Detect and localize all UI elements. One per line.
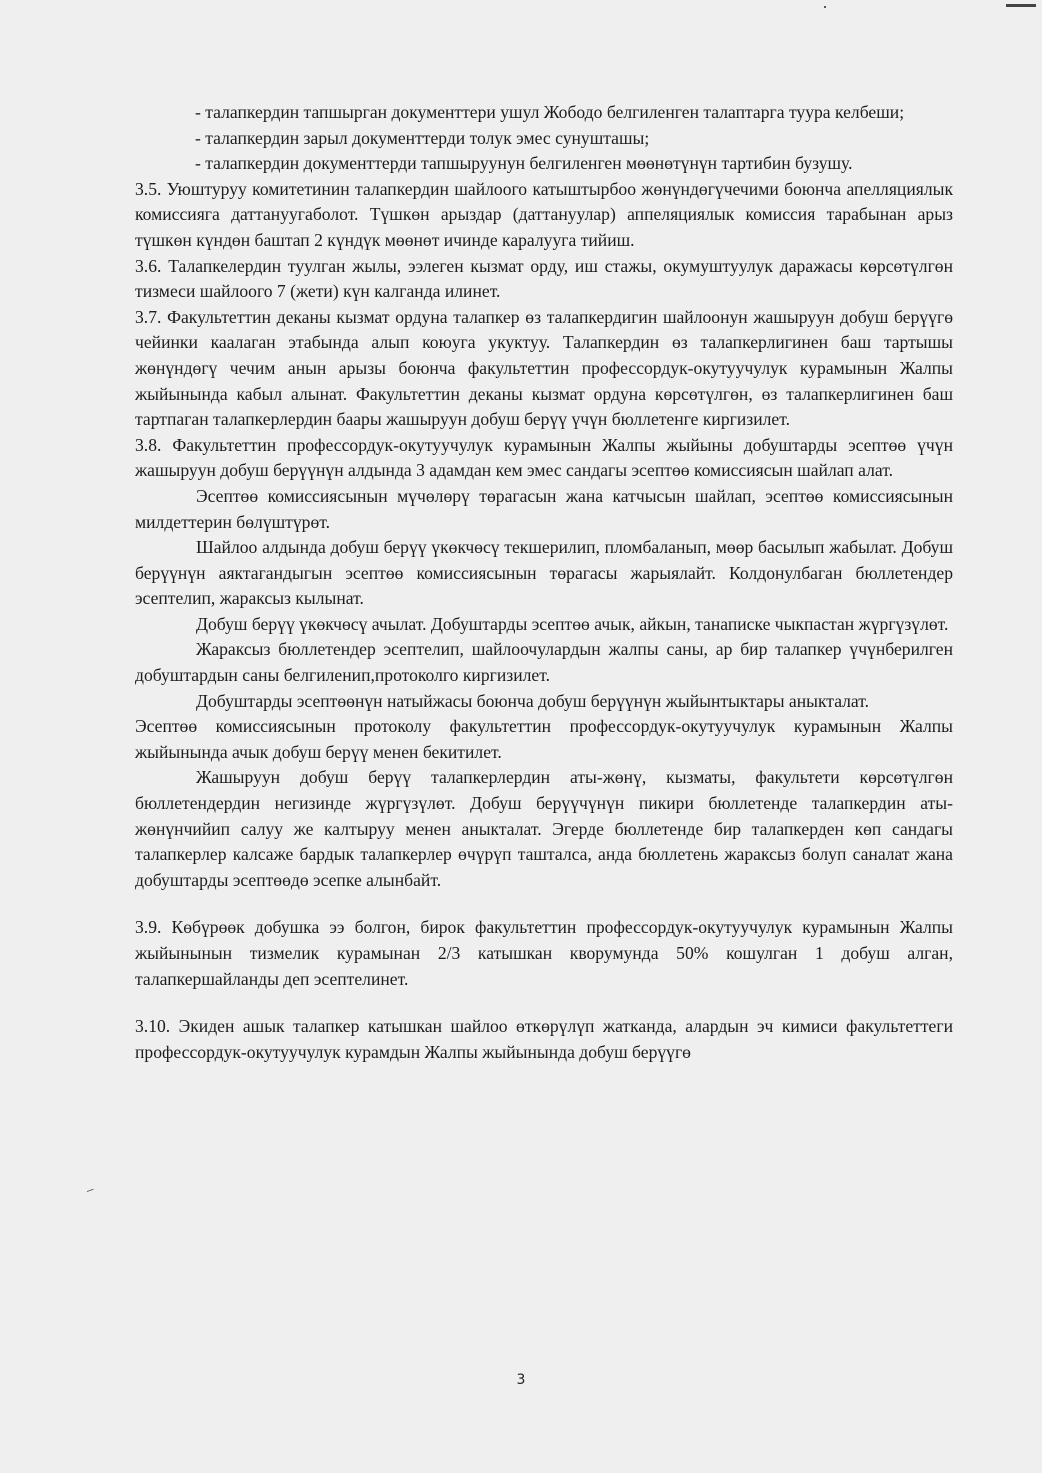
paragraph-3-7: 3.7. Факультеттин деканы кызмат ордуна талапкер өз талапкердигин шайлоонун жашыруун добуш берүүгө чейинки каалаган этабында алып коюуга укуктуу. Талапкердин өз талапкерлигинен баш тартышы жөнүндөгү чечим анын арызы боюнча факультеттин профессордук-окутуучулук курамынын Жалпы жыйынында кабыл алынат. Факультеттин деканы кызмат ордуна көрсөтүлгөн, өз талапкерлигинен баш тартпаган талапкерлердин баары жашыруун добуш берүү үчүн бюллетенге киргизилет.: [135, 306, 953, 430]
paragraph: Шайлоо алдында добуш берүү үкөкчөсү текшерилип, пломбаланып, мөөр басылып жабылат. Добуш берүүнүн аяктагандыгын эсептөө комиссиясынын төрагасы жарыялайт. Колдонулбаган бюллетендер эсептелип, жараксыз кылынат.: [135, 537, 953, 609]
scan-edge-mark: [1006, 4, 1036, 7]
paragraph-3-10: 3.10. Экиден ашык талапкер катышкан шайлоо өткөрүлүп жатканда, алардын эч кимиси факультеттеги профессордук-окутуучулук курамдын Жалпы жыйынында добуш берүүгө: [135, 1016, 953, 1062]
paragraph: Жашыруун добуш берүү талапкерлердин аты-жөнү, кызматы, факультети көрсөтүлгөн бюллетендердин негизинде жүргүзүлөт. Добуш берүүчүнүн пикири бюллетенде талапкердин аты-жөнүнчийип салуу же калтыруу менен аныкталат. Эгерде бюллетенде бир талапкерден көп сандагы талапкерлер калсаже бардык талапкерлер өчүрүп ташталса, анда бюллетень жараксыз болуп саналат жана добуштарды эсептөөдө эсепке алынбайт.: [135, 767, 953, 890]
bullet-item: - талапкердин документтерди тапшыруунун белгиленген мөөнөтүнүн тартибин бузушу.: [195, 153, 853, 174]
paragraph: Жараксыз бюллетендер эсептелип, шайлоочулардын жалпы саны, ар бир талапкер үчүнберилген добуштардын саны белгиленип,протоколго киргизилет.: [135, 639, 953, 686]
bullet-item: - талапкердин тапшырган документтери ушул Жободо белгиленген талаптарга туура келбеши;: [195, 102, 905, 122]
scan-tick-mark: [85, 1185, 93, 1192]
document-body: [135, 100, 953, 1065]
page-number: 3: [516, 1372, 526, 1388]
paragraph: Добуштарды эсептөөнүн натыйжасы боюнча добуш берүүнүн жыйынтыктары аныкталат.: [196, 690, 870, 711]
bullet-item: - талапкердин зарыл документтерди толук эмес сунушташы;: [195, 127, 650, 148]
paragraph-3-5: 3.5. Уюштуруу комитетинин талапкердин шайлоого катыштырбоо жөнүндөгүчечими боюнча апелляциялык комиссияга даттануугаболот. Түшкөн арыздар (даттануулар) аппеляциялык комиссия тарабынан арыз түшкөн күндөн баштап 2 күндүк мөөнөт ичинде каралууга тийиш.: [135, 178, 953, 250]
paragraph-3-6: 3.6. Талапкелердин туулган жылы, ээлеген кызмат орду, иш стажы, окумуштуулук даражасы көрсөтүлгөн тизмеси шайлоого 7 (жети) күн калганда илинет.: [135, 255, 953, 302]
paragraph: Добуш берүү үкөкчөсү ачылат. Добуштарды эсептөө ачык, айкын, танаписке чыкпастан жүргүзүлөт.: [196, 613, 949, 634]
paragraph-3-8: 3.8. Факультеттин профессордук-окутуучулук курамынын Жалпы жыйыны добуштарды эсептөө үчүн жашыруун добуш берүүнүн алдында 3 адамдан кем эмес сандагы эсептөө комиссиясын шайлап алат.: [135, 434, 953, 481]
paragraph: Эсептөө комиссиясынын протоколу факультеттин профессордук-окутуучулук курамынын Жалпы жыйынында ачык добуш берүү менен бекитилет.: [135, 716, 953, 762]
paragraph: Эсептөө комиссиясынын мүчөлөрү төрагасын жана катчысын шайлап, эсептөө комиссиясынын милдеттерин бөлүштүрөт.: [135, 485, 953, 532]
scan-dot: [824, 6, 826, 8]
paragraph-3-9: 3.9. Көбүрөөк добушка ээ болгон, бирок факультеттин профессордук-окутуучулук курамынын Жалпы жыйынынын тизмелик курамынан 2/3 катышкан кворумунда 50% кошулган 1 добуш алган, талапкершайланды деп эсептелинет.: [135, 917, 953, 989]
